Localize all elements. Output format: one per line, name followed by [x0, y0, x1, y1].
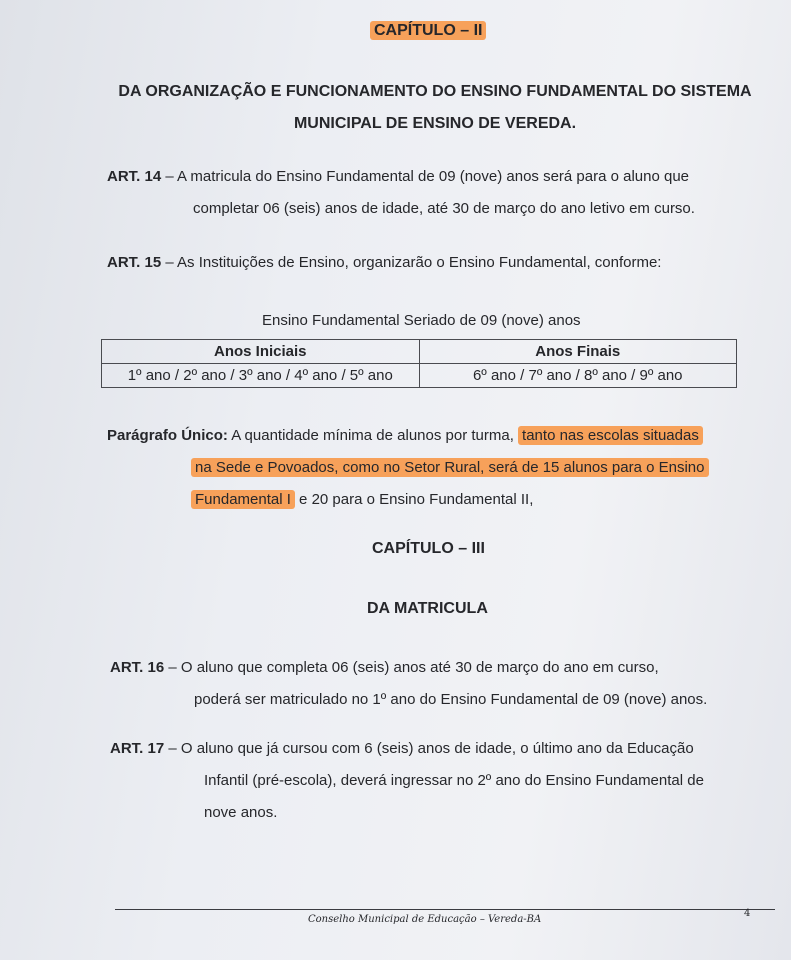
art-14-line1: – A matricula do Ensino Fundamental de 09 (nove) anos será para o aluno que [161, 168, 690, 185]
section-title-line1: DA ORGANIZAÇÃO E FUNCIONAMENTO DO ENSINO FUNDAMENTAL DO SISTEMA [118, 83, 752, 100]
footer-rule [115, 909, 775, 910]
table-row [102, 364, 737, 388]
art-17-line1: – O aluno que já cursou com 6 (seis) anos de idade, o último ano da Educação [164, 740, 694, 757]
paragrafo-unico [107, 420, 709, 516]
section-title-line2: MUNICIPAL DE ENSINO DE VEREDA. [293, 115, 577, 132]
chapter-2-heading [370, 22, 486, 40]
paragrafo-line2-highlight: na Sede e Povoados, como no Setor Rural, será de 15 alunos para o Ensino [191, 458, 709, 477]
grades-table [101, 339, 737, 388]
art-16-label: ART. 16 [110, 659, 165, 676]
paragrafo-line3-highlight: Fundamental I [191, 490, 295, 509]
table-header-anos-finais: Anos Finais [419, 340, 737, 364]
paragrafo-label: Parágrafo Único: [107, 427, 228, 444]
art-14 [107, 161, 695, 225]
da-matricula-title: DA MATRICULA [367, 600, 488, 617]
art-15-label: ART. 15 [107, 254, 162, 271]
table-header-row [102, 340, 737, 364]
table-cell-anos-finais: 6º ano / 7º ano / 8º ano / 9º ano [419, 364, 737, 388]
art-15 [107, 247, 661, 279]
paragrafo-line1-plain: A quantidade mínima de alunos por turma, [227, 427, 519, 444]
art-16-line2: poderá ser matriculado no 1º ano do Ensino Fundamental de 09 (nove) anos. [194, 691, 708, 708]
table-caption: Ensino Fundamental Seriado de 09 (nove) anos [262, 312, 581, 329]
footer-page-number: 4 [744, 908, 751, 919]
section-title [90, 76, 780, 140]
art-17-label: ART. 17 [110, 740, 165, 757]
paragrafo-line3-plain: e 20 para o Ensino Fundamental II, [294, 491, 534, 508]
paragrafo-line1-highlight: tanto nas escolas situadas [518, 426, 703, 445]
art-17-line2: Infantil (pré-escola), deverá ingressar no 2º ano do Ensino Fundamental de [204, 772, 704, 789]
art-14-label: ART. 14 [107, 168, 162, 185]
chapter-2-title: CAPÍTULO – II [370, 21, 486, 40]
art-15-text: – As Instituições de Ensino, organizarão o Ensino Fundamental, conforme: [161, 254, 662, 271]
chapter-3-title: CAPÍTULO – III [372, 540, 485, 557]
table-cell-anos-iniciais: 1º ano / 2º ano / 3º ano / 4º ano / 5º ano [102, 364, 420, 388]
art-16-line1: – O aluno que completa 06 (seis) anos até 30 de março do ano em curso, [164, 659, 659, 676]
table-header-anos-iniciais: Anos Iniciais [102, 340, 420, 364]
art-16 [110, 652, 707, 716]
art-14-line2: completar 06 (seis) anos de idade, até 30 de março do ano letivo em curso. [193, 200, 695, 217]
art-17-line3: nove anos. [204, 804, 278, 821]
art-17 [110, 733, 704, 829]
footer-org: Conselho Municipal de Educação – Vereda-BA [308, 914, 542, 925]
